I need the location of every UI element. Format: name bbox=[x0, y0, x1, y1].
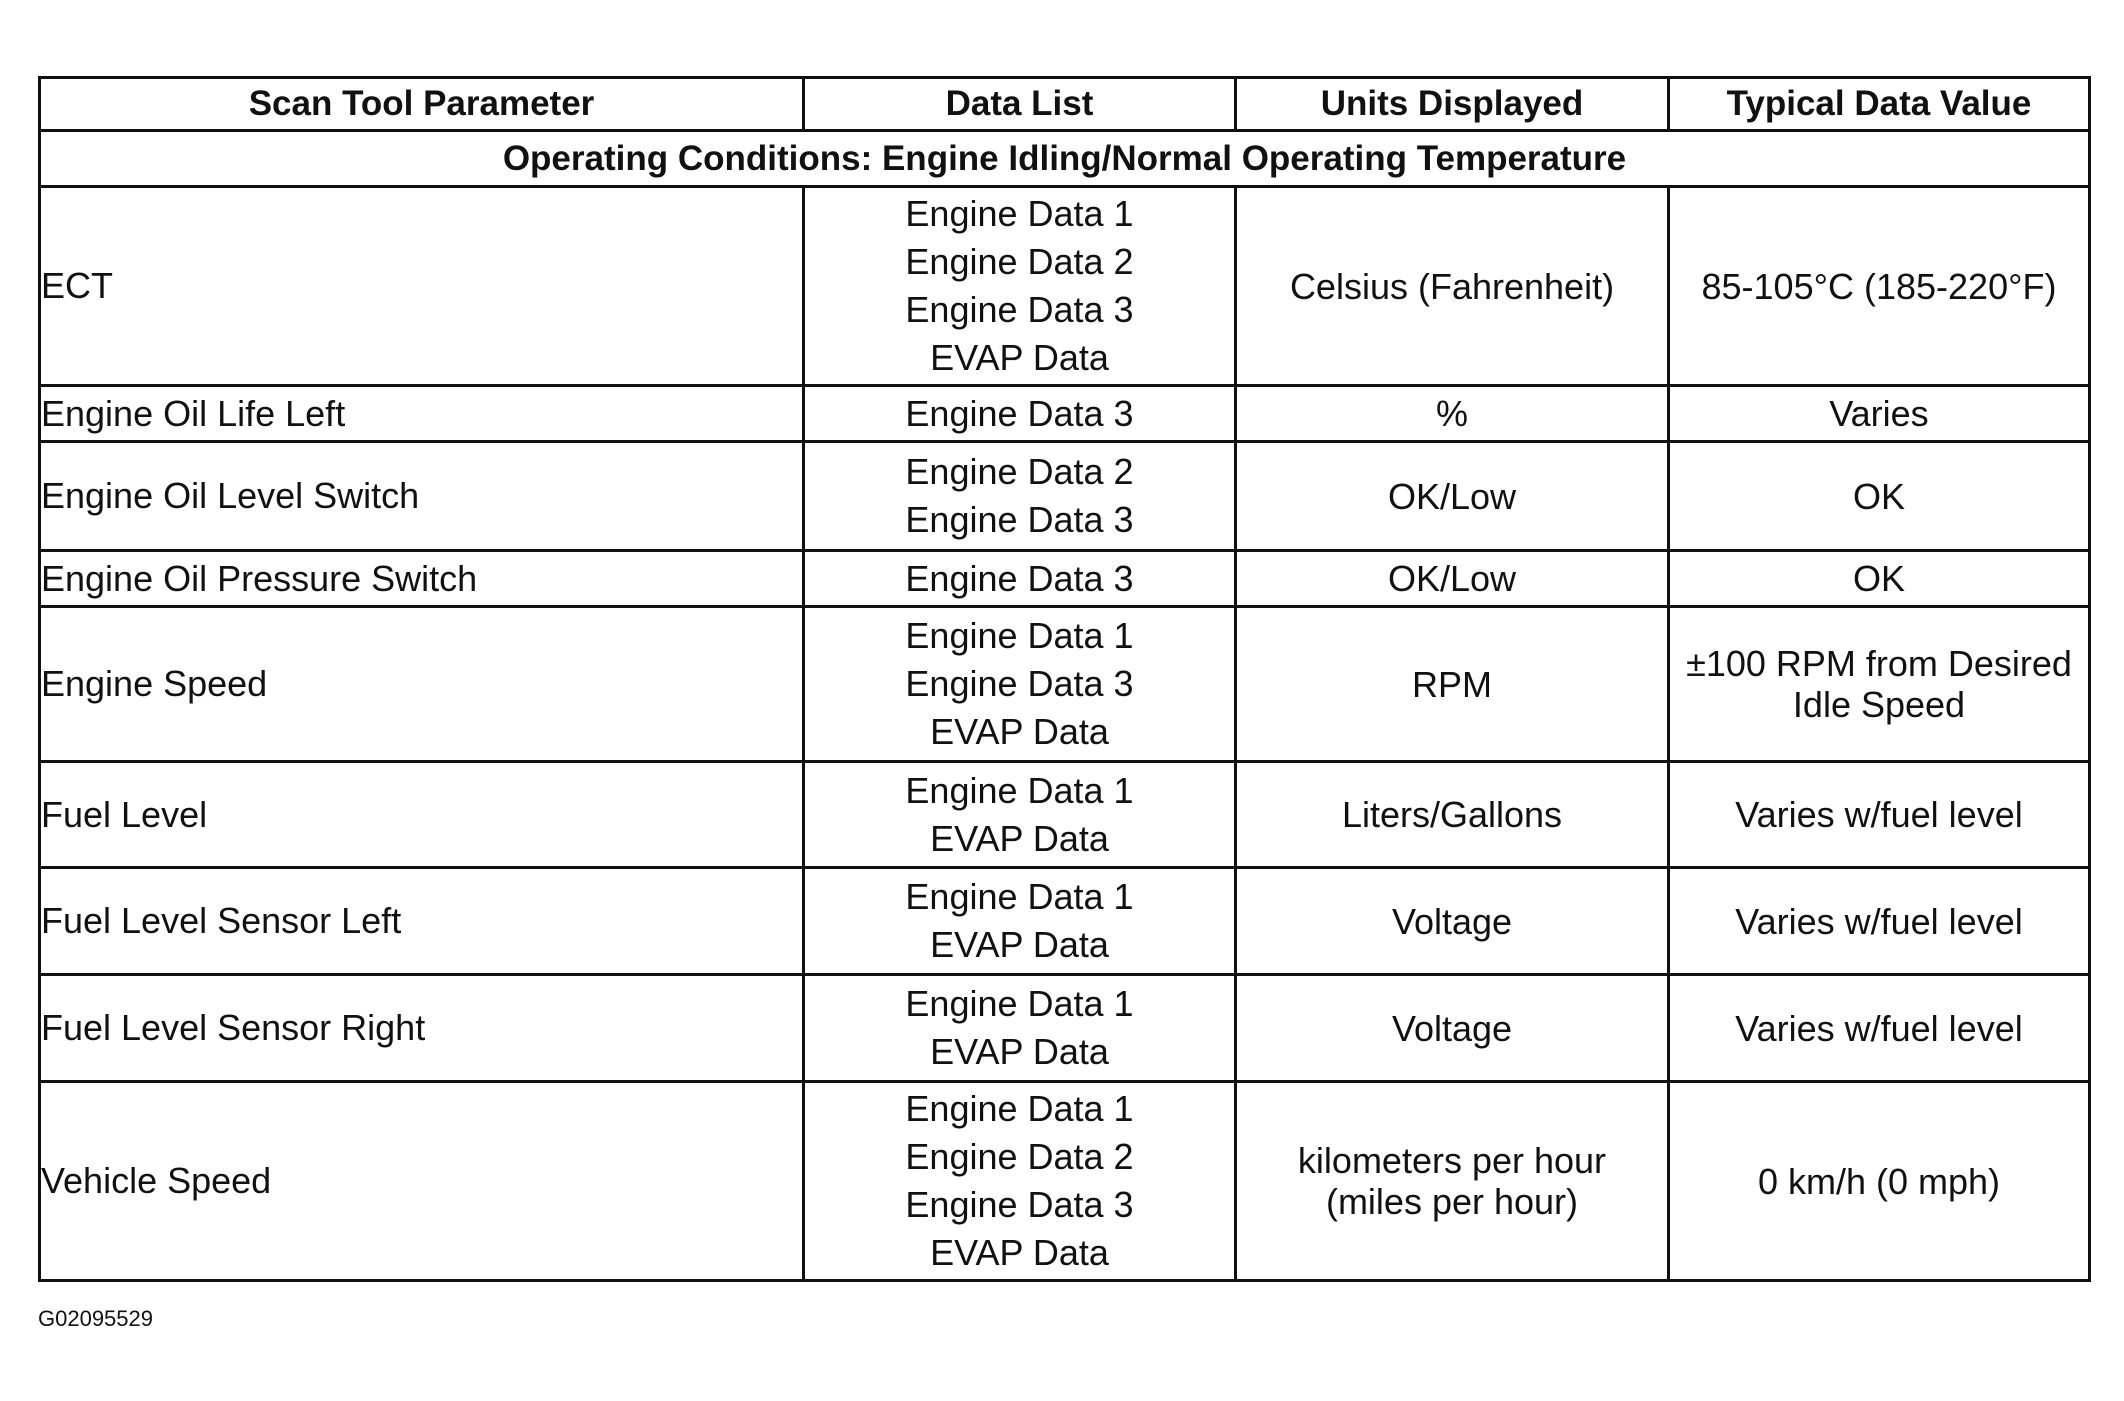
typical-value-cell bbox=[1669, 607, 2090, 762]
units-text: RPM bbox=[1412, 663, 1492, 705]
data-list-cell bbox=[804, 1082, 1236, 1281]
units-cell bbox=[1236, 1082, 1669, 1281]
operating-conditions-row bbox=[40, 131, 2090, 187]
parameter-cell: Engine Oil Pressure Switch bbox=[40, 551, 804, 607]
typical-value-text: 0 km/h (0 mph) bbox=[1757, 1160, 2001, 1202]
data-list-item: Engine Data 3 bbox=[905, 499, 1134, 540]
data-list-cell bbox=[804, 868, 1236, 975]
data-list-cell bbox=[804, 975, 1236, 1082]
units-cell bbox=[1236, 607, 1669, 762]
typical-value-text: OK bbox=[1852, 558, 1905, 599]
parameter-cell: Vehicle Speed bbox=[40, 1082, 804, 1281]
units-cell bbox=[1236, 442, 1669, 551]
data-list-item: Engine Data 1 bbox=[905, 1088, 1134, 1129]
units-text: kilometers per hour bbox=[1297, 1140, 1607, 1181]
data-list-item: Engine Data 3 bbox=[905, 289, 1134, 330]
parameter-cell: Engine Oil Life Left bbox=[40, 386, 804, 442]
data-list-item: EVAP Data bbox=[930, 711, 1109, 752]
typical-value-cell bbox=[1669, 1082, 2090, 1281]
data-list-item: Engine Data 2 bbox=[905, 451, 1134, 492]
units-text: Liters/Gallons bbox=[1341, 794, 1563, 835]
table-row bbox=[40, 442, 2090, 551]
data-list-item: Engine Data 1 bbox=[905, 615, 1134, 656]
typical-value-text: Varies w/fuel level bbox=[1735, 900, 2023, 942]
data-list-cell bbox=[804, 187, 1236, 386]
units-text: Celsius (Fahrenheit) bbox=[1289, 265, 1615, 307]
parameter-cell: Engine Oil Level Switch bbox=[40, 442, 804, 551]
parameter-cell: ECT bbox=[40, 187, 804, 386]
parameter-cell: Fuel Level Sensor Left bbox=[40, 868, 804, 975]
header-row bbox=[40, 78, 2090, 131]
units-text: Voltage bbox=[1391, 900, 1513, 942]
data-list-item: EVAP Data bbox=[930, 924, 1109, 965]
units-cell bbox=[1236, 868, 1669, 975]
data-list-item: Engine Data 3 bbox=[905, 1184, 1134, 1225]
data-list-item: EVAP Data bbox=[930, 337, 1109, 378]
table-row bbox=[40, 762, 2090, 868]
typical-value-cell bbox=[1669, 975, 2090, 1082]
data-list-item: Engine Data 2 bbox=[905, 1136, 1134, 1177]
data-list-item: Engine Data 1 bbox=[905, 876, 1134, 917]
typical-value-cell bbox=[1669, 386, 2090, 442]
data-list-item: Engine Data 3 bbox=[905, 392, 1134, 434]
table-row bbox=[40, 187, 2090, 386]
data-list-item: EVAP Data bbox=[930, 1232, 1109, 1273]
units-text: OK/Low bbox=[1387, 558, 1517, 599]
table-row bbox=[40, 975, 2090, 1082]
parameter-cell: Fuel Level Sensor Right bbox=[40, 975, 804, 1082]
data-list-item: Engine Data 1 bbox=[905, 769, 1134, 811]
units-cell bbox=[1236, 386, 1669, 442]
typical-value-text: ±100 RPM from Desired bbox=[1686, 643, 2072, 684]
data-list-cell bbox=[804, 442, 1236, 551]
data-list-item: Engine Data 1 bbox=[905, 983, 1134, 1024]
table-row bbox=[40, 868, 2090, 975]
units-cell bbox=[1236, 187, 1669, 386]
header-typical-data-value: Typical Data Value bbox=[1669, 78, 2090, 131]
typical-value-cell bbox=[1669, 551, 2090, 607]
data-list-item: Engine Data 1 bbox=[905, 193, 1134, 234]
data-list-cell bbox=[804, 762, 1236, 868]
scan-tool-data-table bbox=[38, 76, 2091, 1282]
units-cell bbox=[1236, 551, 1669, 607]
header-data-list: Data List bbox=[804, 78, 1236, 131]
table-row bbox=[40, 607, 2090, 762]
data-list-item: Engine Data 3 bbox=[905, 663, 1134, 704]
units-text: OK/Low bbox=[1387, 475, 1517, 517]
data-list-item: EVAP Data bbox=[930, 1031, 1109, 1072]
units-text: (miles per hour) bbox=[1325, 1181, 1579, 1222]
units-cell bbox=[1236, 975, 1669, 1082]
data-list-cell bbox=[804, 386, 1236, 442]
figure-id: G02095529 bbox=[38, 1306, 153, 1331]
data-list-item: Engine Data 3 bbox=[905, 557, 1134, 599]
parameter-cell: Fuel Level bbox=[40, 762, 804, 868]
operating-conditions: Operating Conditions: Engine Idling/Normal Operating Temperature bbox=[40, 131, 2090, 187]
scan-tool-data-sheet bbox=[38, 76, 2088, 1282]
data-list-cell bbox=[804, 551, 1236, 607]
parameter-cell: Engine Speed bbox=[40, 607, 804, 762]
typical-value-text: 85-105°C (185-220°F) bbox=[1701, 265, 2057, 307]
typical-value-cell bbox=[1669, 762, 2090, 868]
data-list-item: EVAP Data bbox=[930, 817, 1109, 859]
units-cell bbox=[1236, 762, 1669, 868]
data-list-item: Engine Data 2 bbox=[905, 241, 1134, 282]
table-row bbox=[40, 551, 2090, 607]
typical-value-text: Varies w/fuel level bbox=[1735, 1007, 2023, 1049]
units-text: % bbox=[1435, 393, 1468, 434]
typical-value-cell bbox=[1669, 187, 2090, 386]
data-list-cell bbox=[804, 607, 1236, 762]
typical-value-cell bbox=[1669, 868, 2090, 975]
typical-value-text: Varies bbox=[1829, 393, 1929, 434]
typical-value-text: OK bbox=[1852, 475, 1905, 517]
table-row bbox=[40, 1082, 2090, 1281]
header-scan-tool-parameter: Scan Tool Parameter bbox=[40, 78, 804, 131]
table-row bbox=[40, 386, 2090, 442]
typical-value-text: Idle Speed bbox=[1792, 684, 1966, 725]
header-units-displayed: Units Displayed bbox=[1236, 78, 1669, 131]
units-text: Voltage bbox=[1391, 1007, 1513, 1049]
typical-value-cell bbox=[1669, 442, 2090, 551]
typical-value-text: Varies w/fuel level bbox=[1735, 794, 2023, 835]
